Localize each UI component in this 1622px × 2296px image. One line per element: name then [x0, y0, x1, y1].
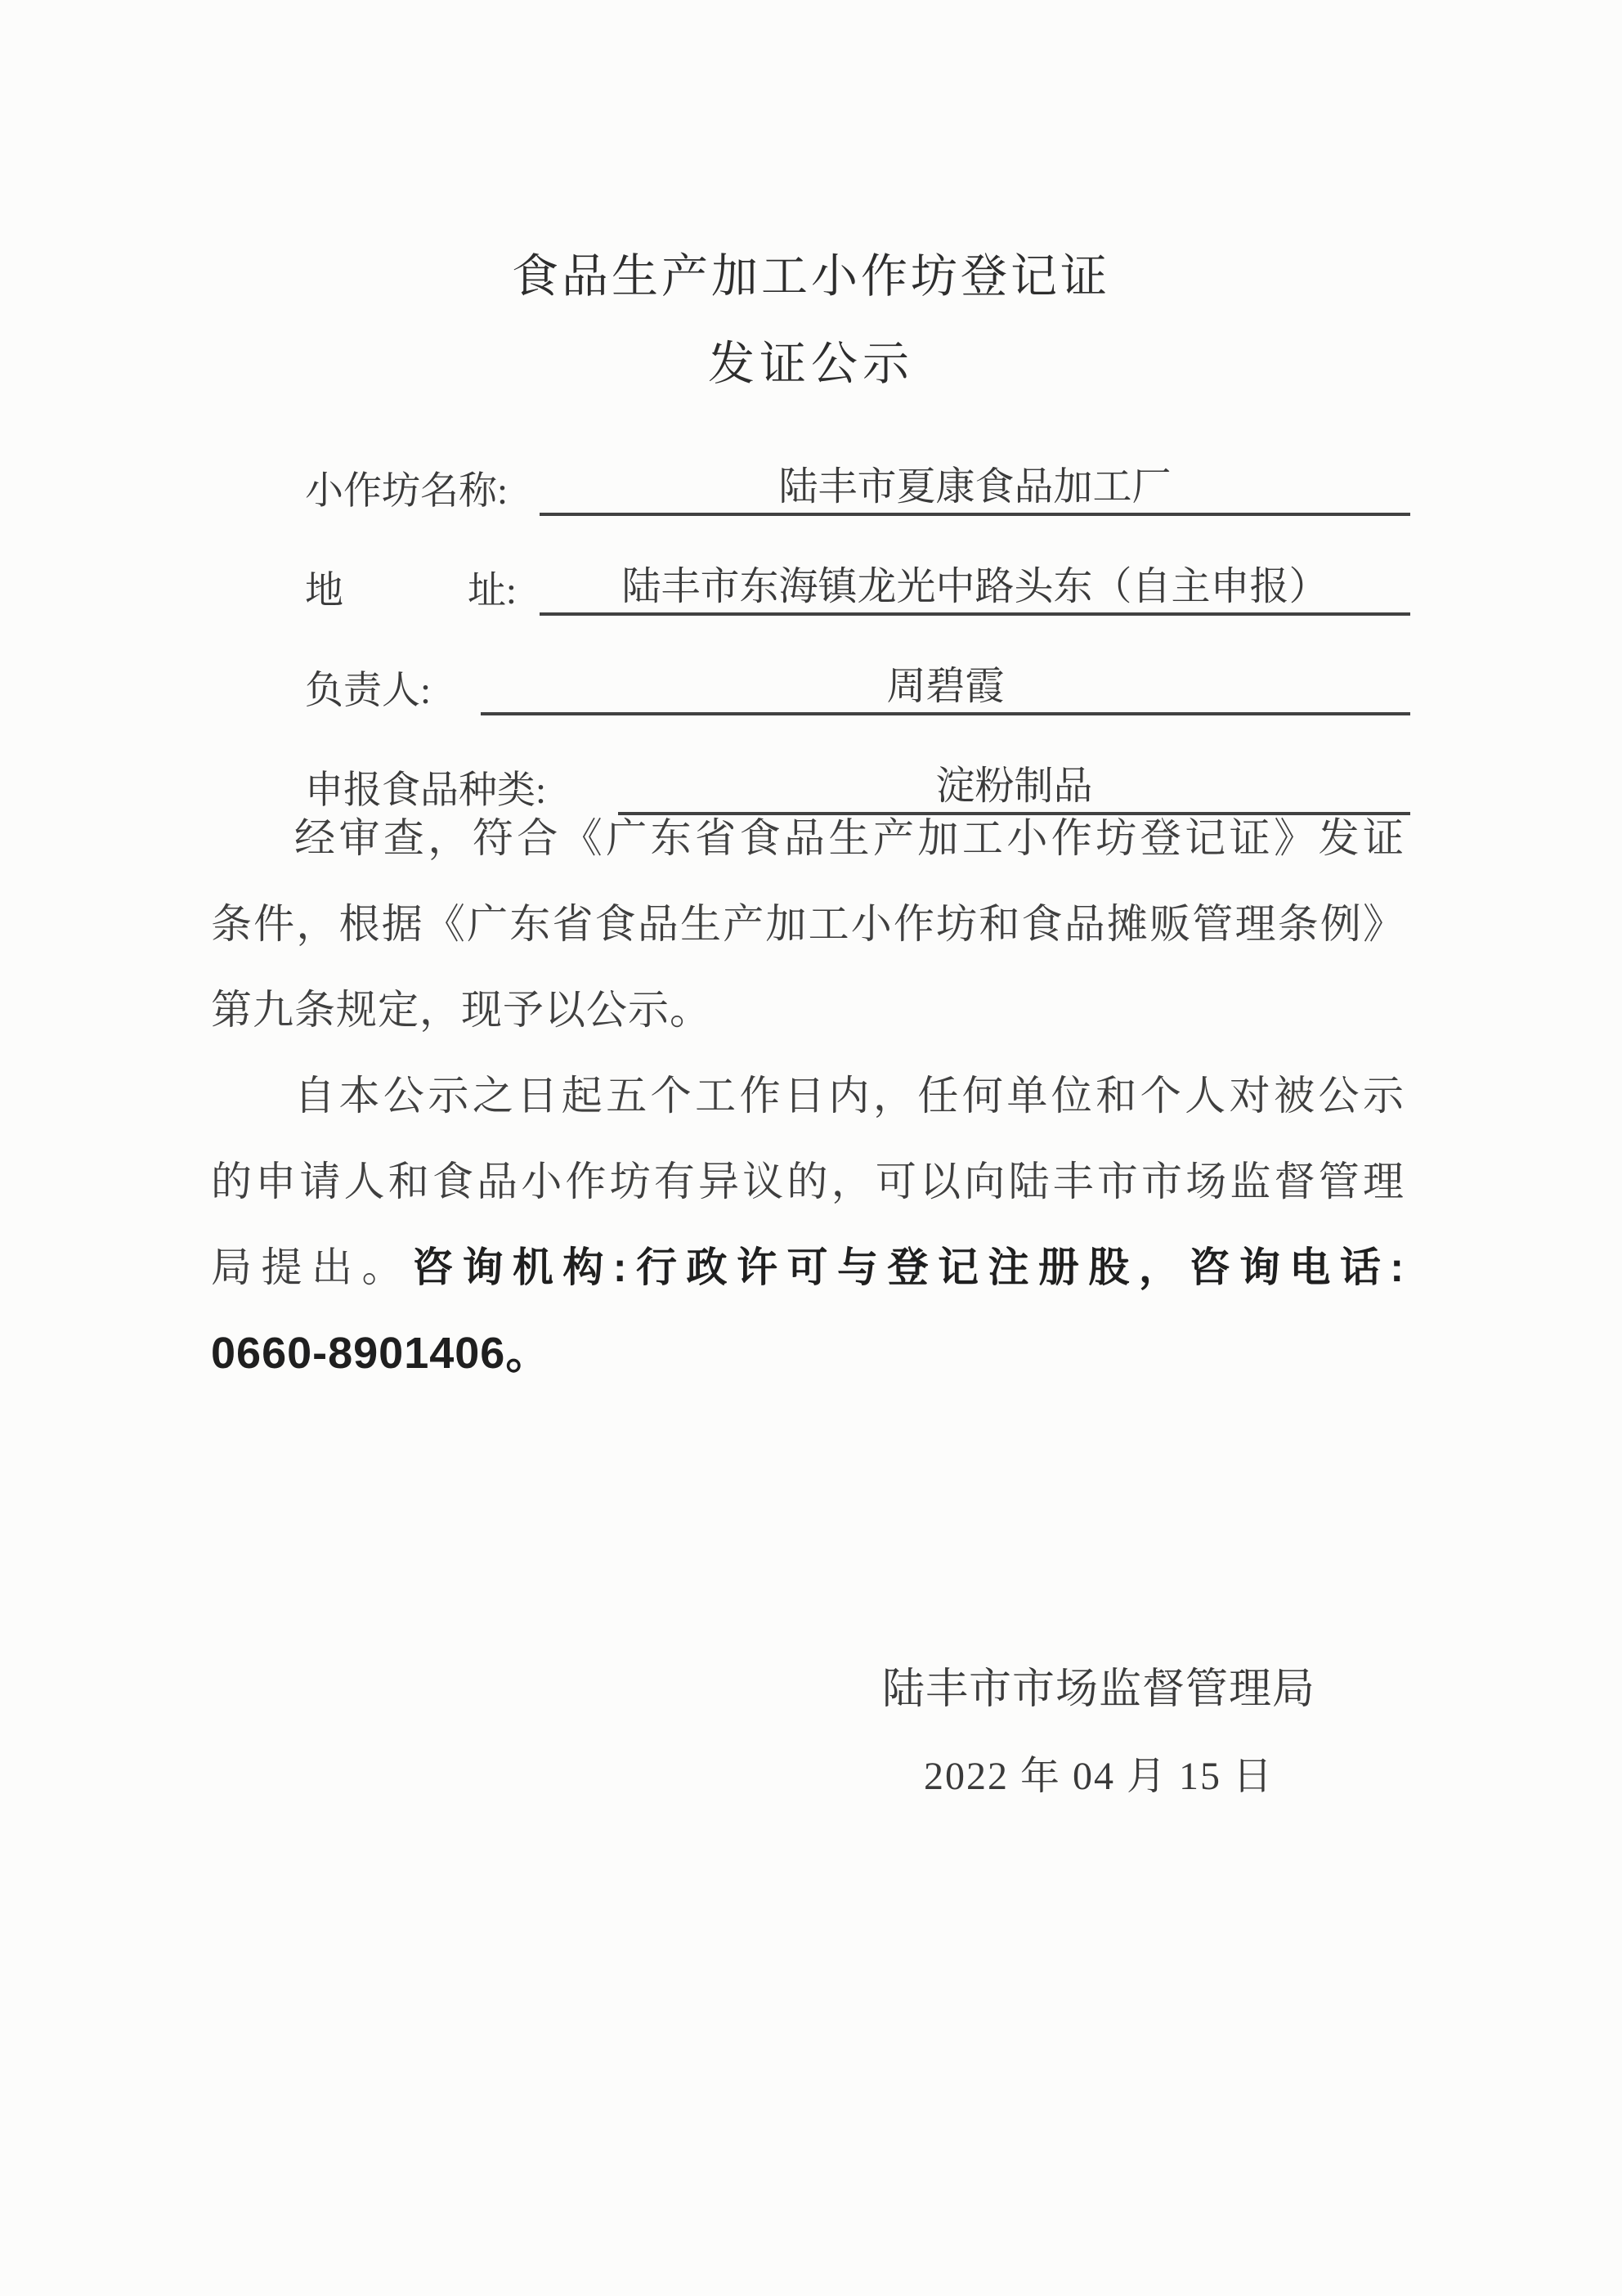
field-underline-address — [540, 563, 1410, 616]
field-label-workshop-name: 小作坊名称: — [305, 470, 509, 513]
field-label-address-left: 地 — [305, 570, 343, 612]
paragraph2-line4-phone: 0660-8901406。 — [211, 1329, 551, 1378]
issuer-signature: 陆丰市市场监督管理局 — [881, 1666, 1315, 1713]
field-label-declared-food-type: 申报食品种类: — [305, 769, 547, 812]
field-value-workshop-name: 陆丰市夏康食品加工厂 — [778, 465, 1172, 509]
field-label-responsible-person: 负责人: — [305, 670, 432, 712]
paragraph1-line3: 第九条规定，现予以公示。 — [211, 987, 711, 1033]
field-row-responsible-person — [305, 666, 1410, 715]
field-label-address — [305, 567, 540, 616]
document-title: 食品生产加工小作坊登记证 — [512, 250, 1110, 303]
paragraph2-line3-regular: 局提出。 — [211, 1244, 412, 1290]
paragraph2-line1: 自本公示之日起五个工作日内，任何单位和个人对被公示 — [294, 1073, 1405, 1119]
field-value-address: 陆丰市东海镇龙光中路头东（自主申报） — [621, 565, 1329, 608]
field-row-workshop-name — [305, 467, 1410, 516]
announcement-body — [211, 796, 1405, 1397]
paragraph2-line3 — [211, 1225, 1405, 1311]
paragraph2-line2: 的申请人和食品小作坊有异议的，可以向陆丰市市场监督管理 — [211, 1159, 1405, 1204]
paragraph2-line3-bold: 咨询机构:行政许可与登记注册股，咨询电话: — [411, 1244, 1405, 1290]
issue-date: 2022 年 04 月 15 日 — [923, 1755, 1274, 1798]
field-label-address-right: 址: — [467, 570, 517, 612]
paragraph1-line2: 条件，根据《广东省食品生产加工小作坊和食品摊贩管理条例》 — [211, 901, 1405, 947]
paragraph1-line1: 经审查，符合《广东省食品生产加工小作坊登记证》发证 — [294, 815, 1405, 861]
field-row-address — [305, 567, 1410, 616]
field-value-responsible-person: 周碧霞 — [886, 665, 1005, 708]
field-underline-workshop-name — [540, 464, 1410, 516]
field-underline-responsible-person — [481, 663, 1410, 715]
field-value-declared-food-type: 淀粉制品 — [935, 765, 1093, 808]
document-subtitle: 发证公示 — [708, 338, 914, 390]
